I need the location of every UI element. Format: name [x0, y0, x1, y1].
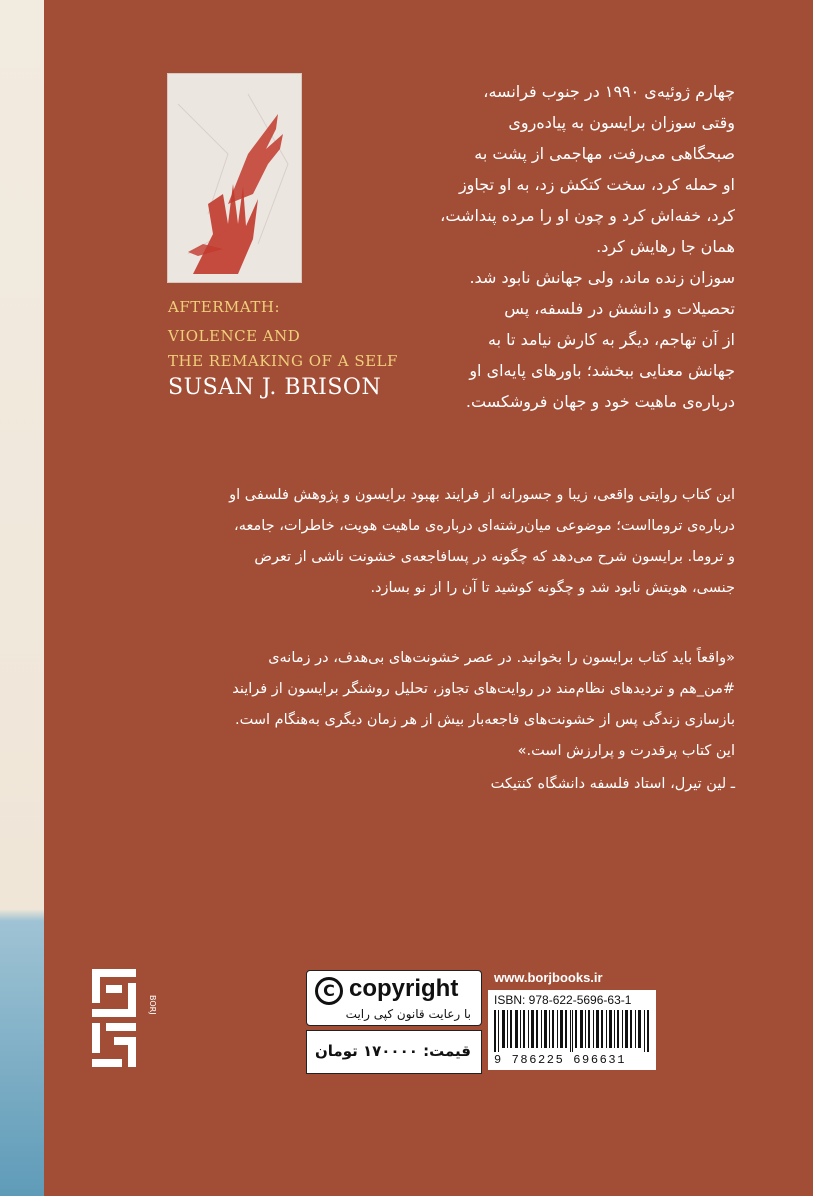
publisher-logo — [88, 965, 160, 1075]
red-hands-illustration — [168, 74, 302, 283]
description-line: و تروما. برایسون شرح می‌دهد که چگونه در پسافاجعه‌ی خشونت ناشی از تعرض — [254, 549, 735, 565]
summary-line: از آن تهاجم، دیگر به کارش نیامد تا به — [488, 330, 735, 349]
summary-line: کرد، خفه‌اش کرد و چون او را مرده پنداشت، — [440, 206, 735, 225]
book-spine-edge — [0, 0, 44, 1196]
summary-line: وقتی سوزان برایسون به پیاده‌روی — [508, 113, 735, 132]
copyright-subtitle: با رعایت قانون کپی رایت — [345, 1007, 471, 1021]
summary-line: او حمله کرد، سخت کتکش زد، به او تجاوز — [458, 175, 735, 194]
barcode-bars-icon — [494, 1010, 650, 1052]
cover-thumbnail-image — [167, 73, 302, 283]
price-label: قیمت: ۱۷۰۰۰۰ تومان — [314, 1042, 471, 1060]
isbn-barcode — [488, 990, 656, 1070]
quote-line: «واقعاً باید کتاب برایسون را بخوانید. در عصر خشونت‌های بی‌هدف، در زمانه‌ی — [268, 650, 735, 666]
english-title-line-2: VIOLENCE AND — [168, 327, 301, 345]
description-line: جنسی، هویتش نابود شد و چگونه کوشید تا آن را از نو بسازد. — [370, 580, 735, 596]
copyright-symbol-icon: C — [315, 977, 343, 1005]
publisher-small-label: BORJ — [148, 995, 157, 1015]
summary-line: درباره‌ی ماهیت خود و جهان فروشکست. — [465, 392, 735, 411]
description-line: درباره‌ی ترومااست؛ موضوعی میان‌رشته‌ای درباره‌ی ماهیت هویت، خاطرات، جامعه، — [234, 518, 735, 534]
barcode-number: 9 786225 696631 — [494, 1053, 627, 1067]
description-line: این کتاب روایتی واقعی، زیبا و جسورانه از فرایند بهبود برایسون و پژوهش فلسفی او — [229, 487, 735, 503]
copyright-badge — [306, 970, 482, 1026]
quote-line: #من_هم و تردیدهای نظام‌مند در روایت‌های تجاوز، تحلیل روشنگر برایسون از فرایند — [232, 681, 735, 697]
summary-line: جهانش معنایی ببخشد؛ باورهای پایه‌ای او — [469, 361, 735, 380]
quote-attribution: ـ لین تیرل، استاد فلسفه دانشگاه کنتیکت — [490, 776, 735, 792]
quote-line: این کتاب پرقدرت و پرارزش است.» — [517, 743, 735, 759]
copyright-word: copyright — [349, 975, 459, 1002]
english-author-name: SUSAN J. BRISON — [168, 375, 382, 400]
english-title-line-1: AFTERMATH: — [168, 298, 280, 316]
summary-line: صبحگاهی می‌رفت، مهاجمی از پشت به — [474, 144, 735, 163]
summary-line: سوزان زنده ماند، ولی جهانش نابود شد. — [469, 268, 735, 287]
price-box — [306, 1030, 482, 1074]
english-title-line-3: THE REMAKING OF A SELF — [168, 352, 398, 370]
isbn-number: ISBN: 978-622-5696-63-1 — [494, 993, 632, 1007]
summary-line: چهارم ژوئیه‌ی ۱۹۹۰ در جنوب فرانسه، — [483, 82, 735, 101]
summary-line: تحصیلات و دانشش در فلسفه، پس — [504, 299, 735, 318]
summary-line: همان جا رهایش کرد. — [596, 237, 735, 256]
quote-line: بازسازی زندگی پس از خشونت‌های فاجعه‌بار بیش از هر زمان دیگری به‌هنگام است. — [234, 712, 735, 728]
publisher-website: www.borjbooks.ir — [494, 970, 603, 985]
